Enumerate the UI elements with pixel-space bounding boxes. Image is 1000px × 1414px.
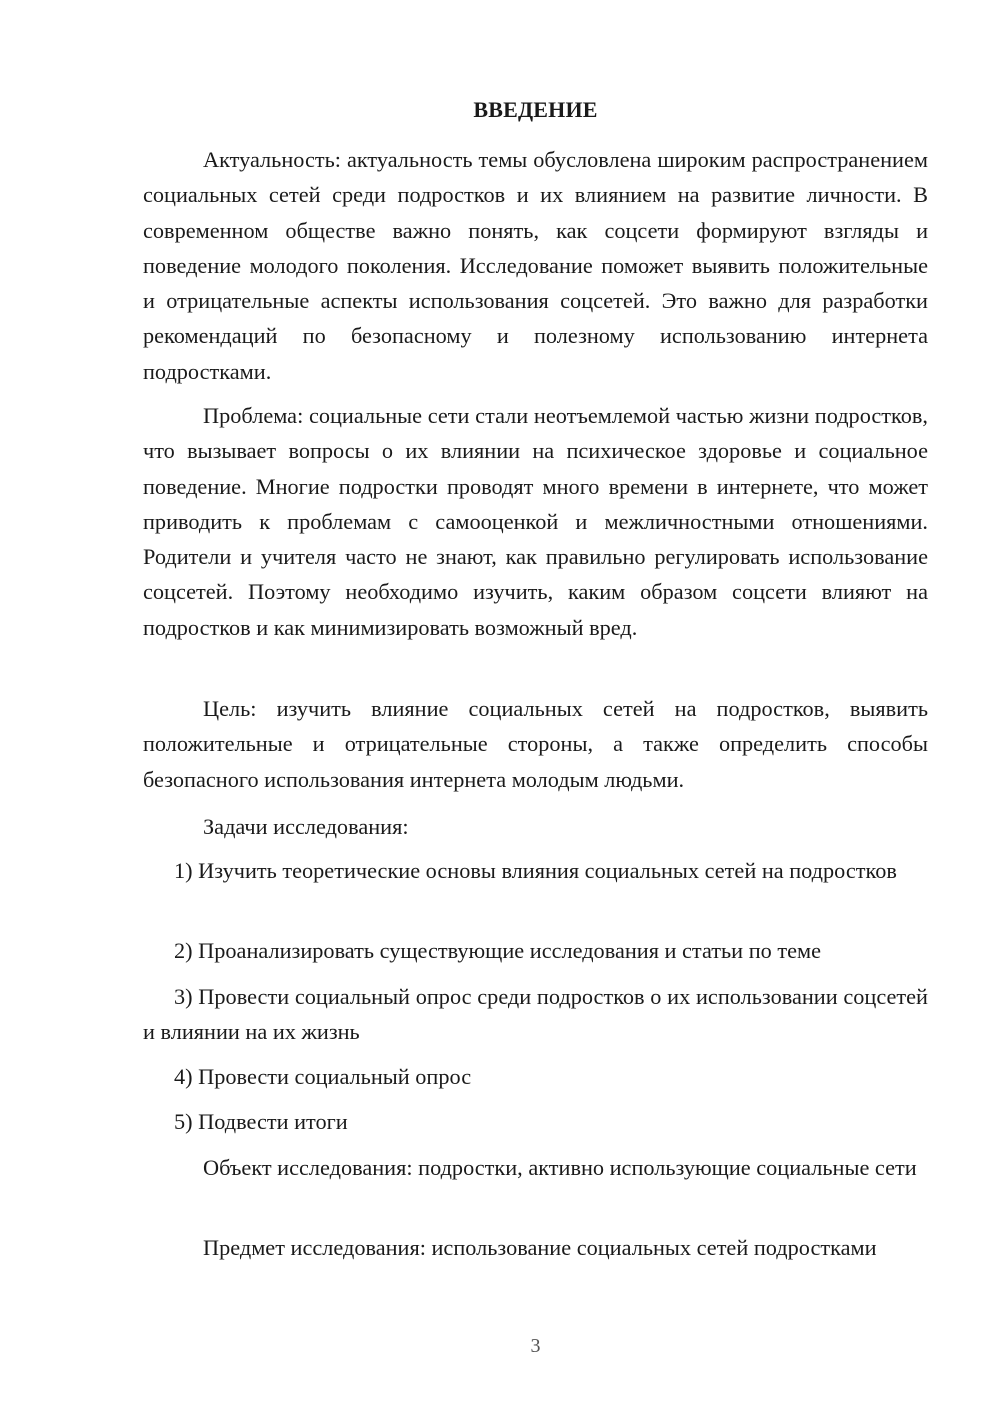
task-item-1: 1) Изучить теоретические основы влияния социальных сетей на подростков [174, 858, 897, 883]
task-item-3: 3) Провести социальный опрос среди подростков о их использовании соцсетей и влиянии на их жизнь [143, 984, 928, 1045]
goal-paragraph: Цель: изучить влияние социальных сетей на подростков, выявить положительные и отрицательные стороны, а также определить способы безопасного использования интернета молодым людьми. [143, 696, 928, 792]
tasks-heading: Задачи исследования: [203, 814, 409, 839]
task-item-2: 2) Проанализировать существующие исследования и статьи по теме [174, 938, 821, 963]
problem-paragraph: Проблема: социальные сети стали неотъемлемой частью жизни подростков, что вызывает вопросы о их влиянии на психическое здоровье и социальное поведение. Многие подростки проводят много времени в интернете, что может приводить к проблемам с самооценкой и межличностными отношениями. Родители и учителя часто не знают, как правильно регулировать использование соцсетей. Поэтому необходимо изучить, каким образом соцсети влияют на подростков и как минимизировать возможный вред. [143, 403, 928, 640]
relevance-paragraph: Актуальность: актуальность темы обусловлена широким распространением социальных сетей среди подростков и их влиянием на развитие личности. В современном обществе важно понять, как соцсети формируют взгляды и поведение молодого поколения. Исследование поможет выявить положительные и отрицательные аспекты использования соцсетей. Это важно для разработки рекомендаций по безопасному и полезному использованию интернета подростками. [143, 147, 928, 384]
task-item-5: 5) Подвести итоги [174, 1109, 348, 1134]
page-title: ВВЕДЕНИЕ [473, 97, 598, 122]
object-paragraph: Объект исследования: подростки, активно использующие социальные сети [203, 1155, 917, 1180]
task-item-4: 4) Провести социальный опрос [174, 1064, 472, 1089]
page-number: 3 [530, 1335, 541, 1357]
subject-paragraph: Предмет исследования: использование социальных сетей подростками [203, 1235, 877, 1260]
